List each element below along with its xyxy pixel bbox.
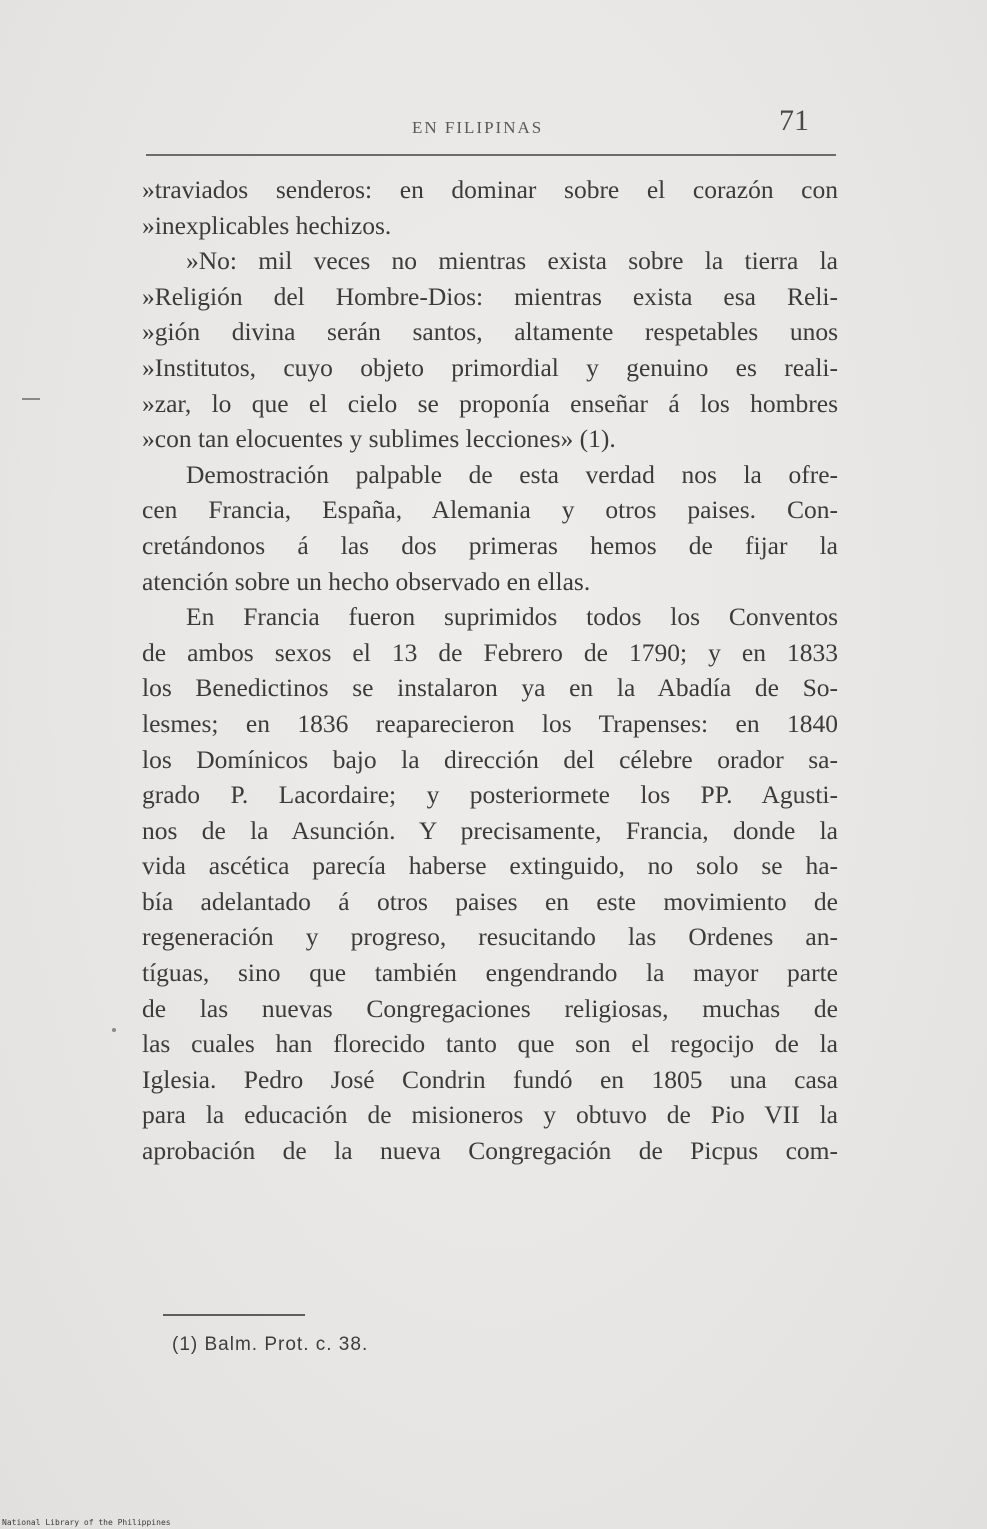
- text-line: En Francia fueron suprimidos todos los Conventos: [186, 602, 838, 632]
- body-text: [142, 172, 838, 1169]
- footnote-rule: [163, 1314, 305, 1316]
- text-line: »con tan elocuentes y sublimes lecciones» (1).: [142, 424, 616, 454]
- text-line: los Benedictinos se instalaron ya en la Abadía de So-: [142, 673, 838, 703]
- text-line: Demostración palpable de esta verdad nos la ofre-: [186, 459, 838, 489]
- text-line: »traviados senderos: en dominar sobre el corazón con: [142, 175, 838, 204]
- text-line: los Domínicos bajo la dirección del célebre orador sa-: [142, 744, 838, 774]
- text-line: para la educación de misioneros y obtuvo de Pio VII la: [142, 1100, 838, 1130]
- margin-dot-mark: [112, 1028, 116, 1032]
- text-line: de las nuevas Congregaciones religiosas, muchas de: [142, 993, 838, 1023]
- text-line: »Institutos, cuyo objeto primordial y genuino es reali-: [142, 352, 838, 382]
- text-line: regeneración y progreso, resucitando las Ordenes an-: [142, 922, 838, 952]
- text-line: lesmes; en 1836 reaparecieron los Trapenses: en 1840: [142, 708, 838, 738]
- text-line: bía adelantado á otros paises en este movimiento de: [142, 886, 838, 916]
- footnote: (1) Balm. Prot. c. 38.: [172, 1334, 369, 1355]
- text-line: atención sobre un hecho observado en ellas.: [142, 566, 591, 596]
- text-line: »zar, lo que el cielo se proponía enseñar á los hombres: [142, 388, 838, 418]
- text-line: vida ascética parecía haberse extinguido, no solo se ha-: [142, 851, 838, 881]
- page-number: 71: [779, 104, 809, 137]
- text-line: tíguas, sino que también engendrando la mayor parte: [142, 958, 838, 988]
- text-line: »No: mil veces no mientras exista sobre la tierra la: [186, 246, 838, 276]
- text-line: aprobación de la nueva Congregación de Picpus com-: [142, 1136, 838, 1166]
- text-line: cen Francia, España, Alemania y otros paises. Con-: [142, 495, 838, 525]
- header-rule: [146, 154, 836, 156]
- text-line: cretándonos á las dos primeras hemos de fijar la: [142, 530, 838, 560]
- text-line: las cuales han florecido tanto que son el regocijo de la: [142, 1029, 838, 1059]
- text-line: »inexplicables hechizos.: [142, 210, 392, 240]
- text-line: de ambos sexos el 13 de Febrero de 1790; y en 1833: [142, 637, 838, 667]
- text-line: nos de la Asunción. Y precisamente, Francia, donde la: [142, 815, 838, 845]
- text-line: Iglesia. Pedro José Condrin fundó en 1805 una casa: [142, 1064, 838, 1094]
- text-line: »Religión del Hombre-Dios: mientras exista esa Reli-: [142, 281, 838, 311]
- running-title: EN FILIPINAS: [412, 118, 544, 137]
- library-credit: National Library of the Philippines: [2, 1518, 171, 1527]
- margin-dash-mark: [22, 398, 40, 400]
- text-line: grado P. Lacordaire; y posteriormete los PP. Agusti-: [142, 780, 838, 810]
- text-line: »gión divina serán santos, altamente respetables unos: [142, 317, 838, 347]
